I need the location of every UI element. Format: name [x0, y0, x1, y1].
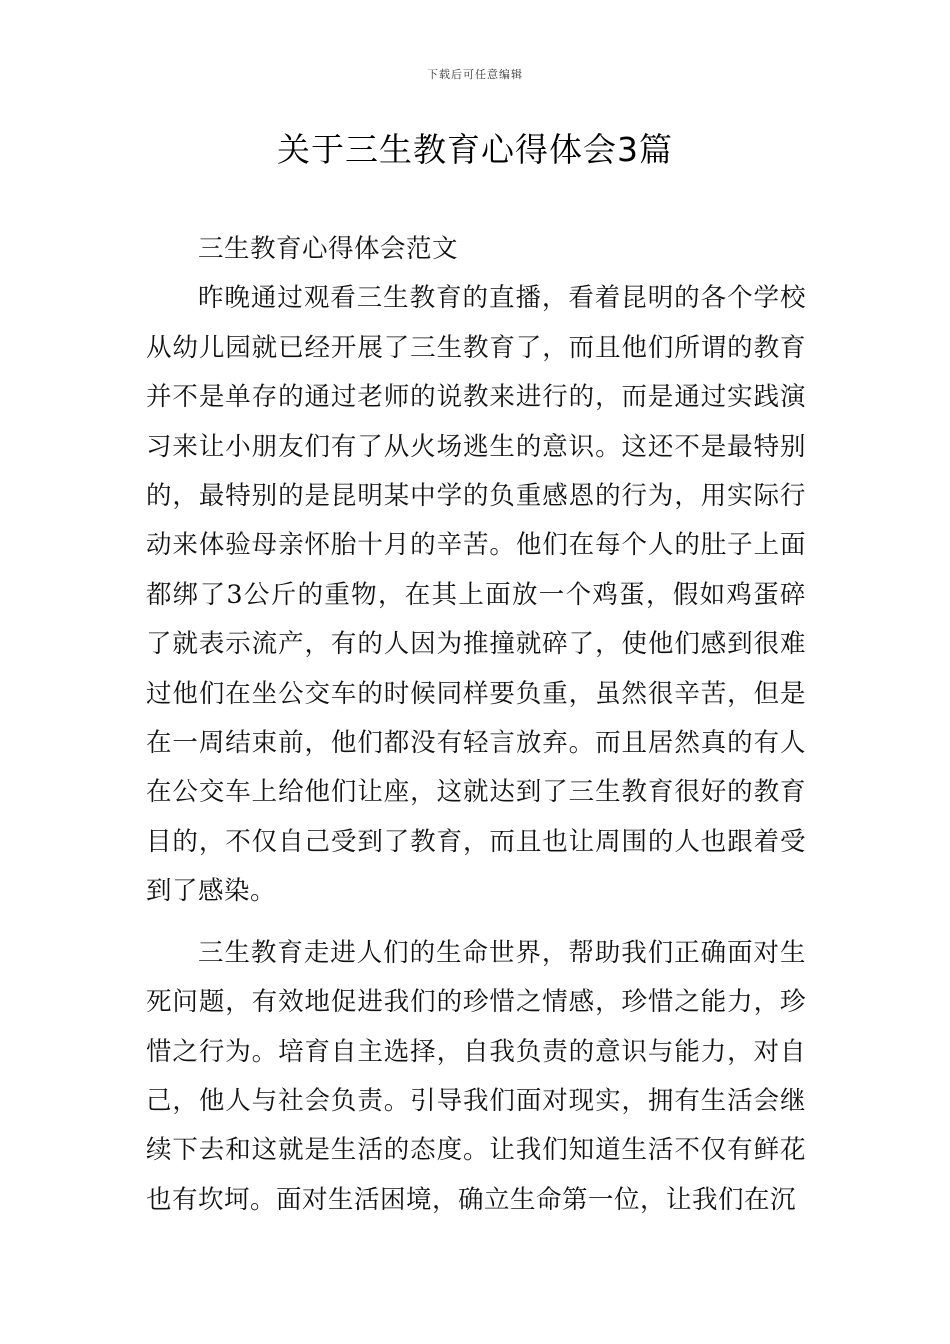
- document-title: 关于三生教育心得体会3篇: [277, 130, 673, 169]
- paragraph-1: 昨晚通过观看三生教育的直播，看着昆明的各个学校从幼儿园就已经开展了三生教育了，而且他们所谓的教育并不是单存的通过老师的说教来进行的，而是通过实践演习来让小朋友们有了从火场逃生的意识。这还不是最特别的，最特别的是昆明某中学的负重感恩的行为，用实际行动来体验母亲怀胎十月的辛苦。他们在每个人的肚子上面都绑了3公斤的重物，在其上面放一个鸡蛋，假如鸡蛋碎了就表示流产，有的人因为推撞就碎了，使他们感到很难过他们在坐公交车的时候同样要负重，虽然很辛苦，但是在一周结束前，他们都没有轻言放弃。而且居然真的有人在公交车上给他们让座，这就达到了三生教育很好的教育目的，不仅自己受到了教育，而且也让周围的人也跟着受到了感染。: [146, 283, 806, 907]
- document-body: [146, 225, 806, 1225]
- paragraph-2: 三生教育走进人们的生命世界，帮助我们正确面对生死问题，有效地促进我们的珍惜之情感，珍惜之能力，珍惜之行为。培育自主选择，自我负责的意识与能力，对自己，他人与社会负责。引导我们面对现实，拥有生活会继续下去和这就是生活的态度。让我们知道生活不仅有鲜花也有坎坷。面对生活困境，确立生命第一位，让我们在沉: [146, 937, 806, 1215]
- section-subtitle: 三生教育心得体会范文: [198, 234, 459, 264]
- header-note: 下载后可任意编辑: [427, 68, 523, 81]
